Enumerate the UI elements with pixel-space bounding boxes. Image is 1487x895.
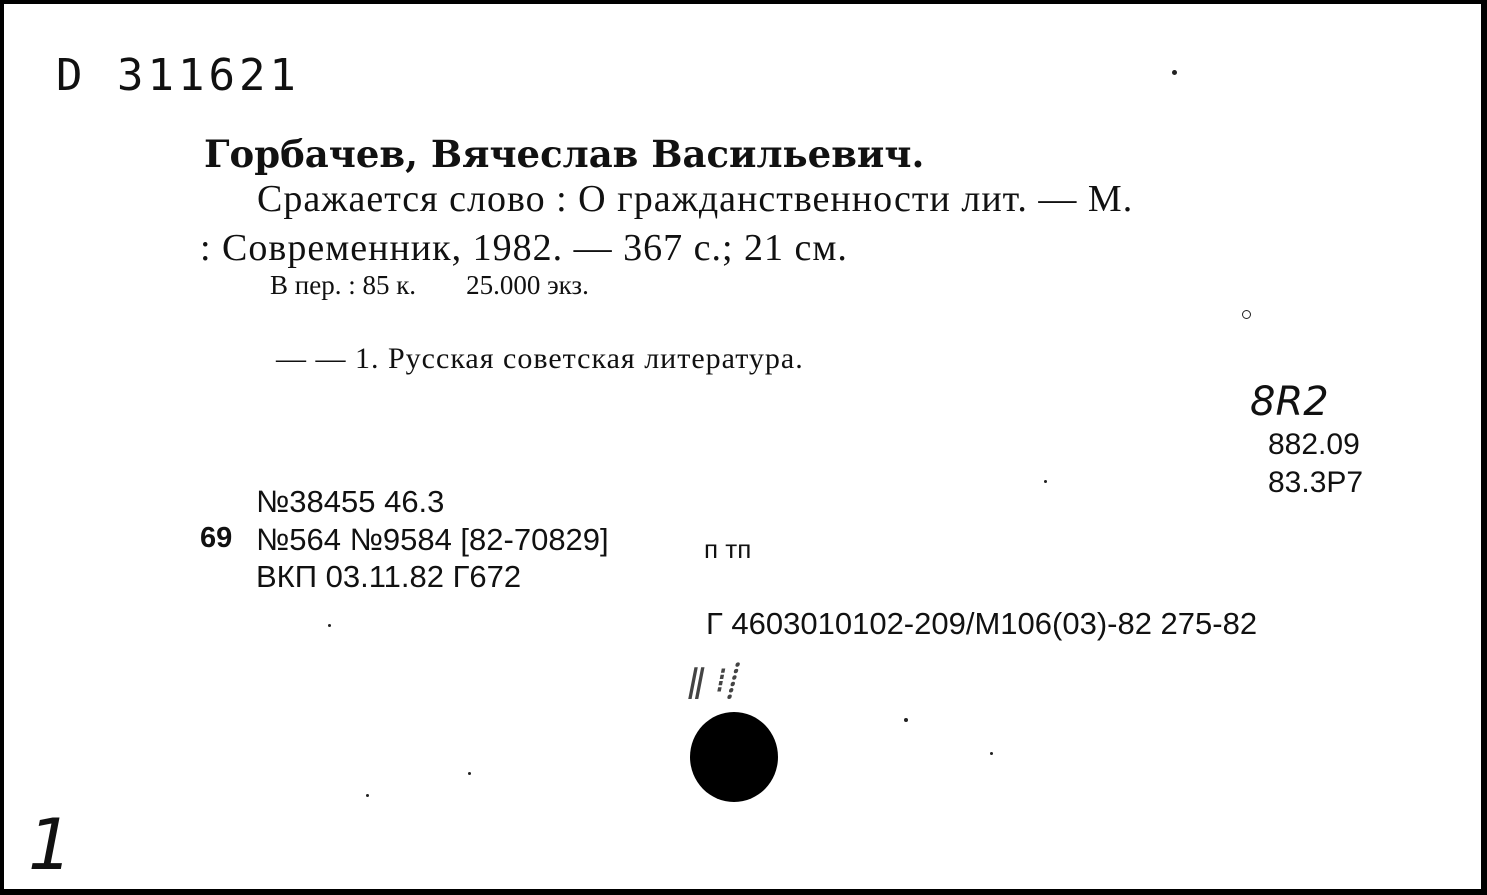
registration-tp: п тп xyxy=(704,534,752,564)
registration-line-1: №38455 46.3 xyxy=(256,484,445,519)
subject-heading: — — 1. Русская советская литература. xyxy=(276,342,804,375)
title-line-1: Сражается слово : О гражданственности лит. — М. xyxy=(257,178,1134,220)
print-run: 25.000 экз. xyxy=(466,270,589,300)
class-code-1: 882.09 xyxy=(1268,428,1360,461)
speck xyxy=(1044,480,1047,483)
binding-price: В пер. : 85 к. xyxy=(270,270,417,300)
speck xyxy=(366,794,369,797)
class-handwritten: 8R2 xyxy=(1250,379,1329,425)
registration-line-2: №564 №9584 [82-70829] xyxy=(256,522,609,557)
registration-line-3: ВКП 03.11.82 Г672 xyxy=(256,559,522,594)
call-number: D 311621 xyxy=(56,50,300,101)
author-heading: Горбачев, Вячеслав Васильевич. xyxy=(204,132,925,176)
card-number: 69 xyxy=(200,522,233,554)
price-line xyxy=(270,272,589,299)
pencil-scribble: ǁ ⁞⸽ xyxy=(688,661,736,701)
speck xyxy=(1172,70,1177,75)
speck xyxy=(328,624,331,627)
title-line-2: : Современник, 1982. — 367 с.; 21 см. xyxy=(200,227,848,269)
punch-hole xyxy=(690,712,778,802)
corner-handwritten-mark: 1 xyxy=(28,804,73,886)
catalog-card xyxy=(4,4,1481,889)
class-code-2: 83.3Р7 xyxy=(1268,466,1364,499)
speck xyxy=(904,718,908,722)
speck xyxy=(990,752,993,755)
isbn-code: Г 4603010102-209/М106(03)-82 275-82 xyxy=(706,606,1258,641)
small-ring-mark xyxy=(1242,310,1251,319)
speck xyxy=(468,772,471,775)
